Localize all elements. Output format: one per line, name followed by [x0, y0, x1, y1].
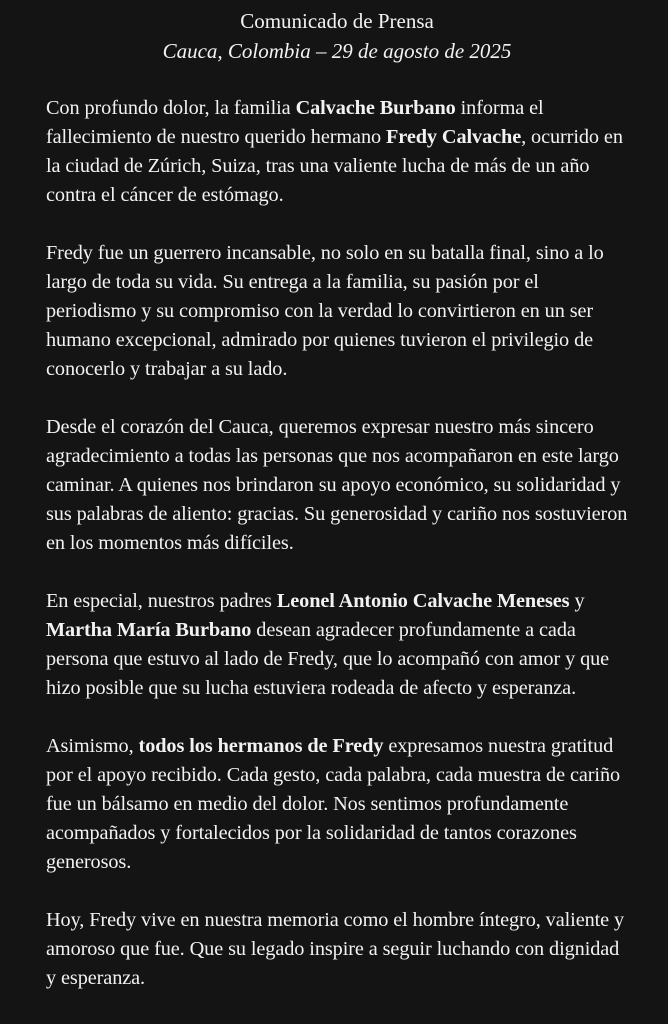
document-dateline: Cauca, Colombia – 29 de agosto de 2025	[162, 39, 512, 63]
text-segment: Con profundo dolor, la familia	[46, 97, 296, 119]
press-release-header	[46, 0, 628, 66]
text-segment: expresamos nuestra gratitud por el apoyo recibido. Cada gesto, cada palabra, cada muestra de cariño fue un bálsamo en medio del dolor. Nos sentimos profundamente acompañados y fortalecidos por la solidaridad de tantos corazones generosos.	[46, 735, 621, 873]
text-segment: Desde el corazón del Cauca, queremos expresar nuestro más sincero agradecimiento a todas las personas que nos acompañaron en este largo caminar. A quienes nos brindaron su apoyo económico, su solidaridad y sus palabras de aliento: gracias. Su generosidad y cariño nos sostuvieron en los momentos más difíciles.	[46, 416, 628, 554]
paragraph-tribute	[46, 239, 628, 384]
text-segment: y	[569, 590, 585, 612]
paragraph-legacy	[46, 906, 628, 993]
document-title: Comunicado de Prensa	[240, 9, 434, 33]
paragraph-siblings	[46, 732, 628, 877]
press-release-body	[46, 94, 628, 993]
text-segment: En especial, nuestros padres	[46, 590, 277, 612]
text-segment: Hoy, Fredy vive en nuestra memoria como el hombre íntegro, valiente y amoroso que fue. Que su legado inspire a seguir luchando con dignidad y esperanza.	[46, 909, 625, 989]
paragraph-gratitude	[46, 413, 628, 558]
bold-text: Fredy Calvache	[386, 126, 522, 148]
text-segment: informa el fallecimiento de nuestro querido hermano	[46, 97, 544, 148]
text-segment: desean agradecer profundamente a cada persona que estuvo al lado de Fredy, que lo acompañó con amor y que hizo posible que su lucha estuviera rodeada de afecto y esperanza.	[46, 619, 610, 699]
text-segment: , ocurrido en la ciudad de Zúrich, Suiza, tras una valiente lucha de más de un año contra el cáncer de estómago.	[46, 126, 623, 206]
bold-text: Calvache Burbano	[295, 97, 456, 119]
bold-text: Leonel Antonio Calvache Meneses	[276, 590, 570, 612]
bold-text: todos los hermanos de Fredy	[138, 735, 384, 757]
paragraph-announcement	[46, 94, 628, 210]
text-segment: Asimismo,	[46, 735, 139, 757]
paragraph-parents	[46, 587, 628, 703]
bold-text: Martha María Burbano	[46, 619, 252, 641]
text-segment: Fredy fue un guerrero incansable, no solo en su batalla final, sino a lo largo de toda su vida. Su entrega a la familia, su pasión por el periodismo y su compromiso con la verdad lo convirtieron en un ser humano excepcional, admirado por quienes tuvieron el privilegio de conocerlo y trabajar a su lado.	[46, 242, 604, 380]
